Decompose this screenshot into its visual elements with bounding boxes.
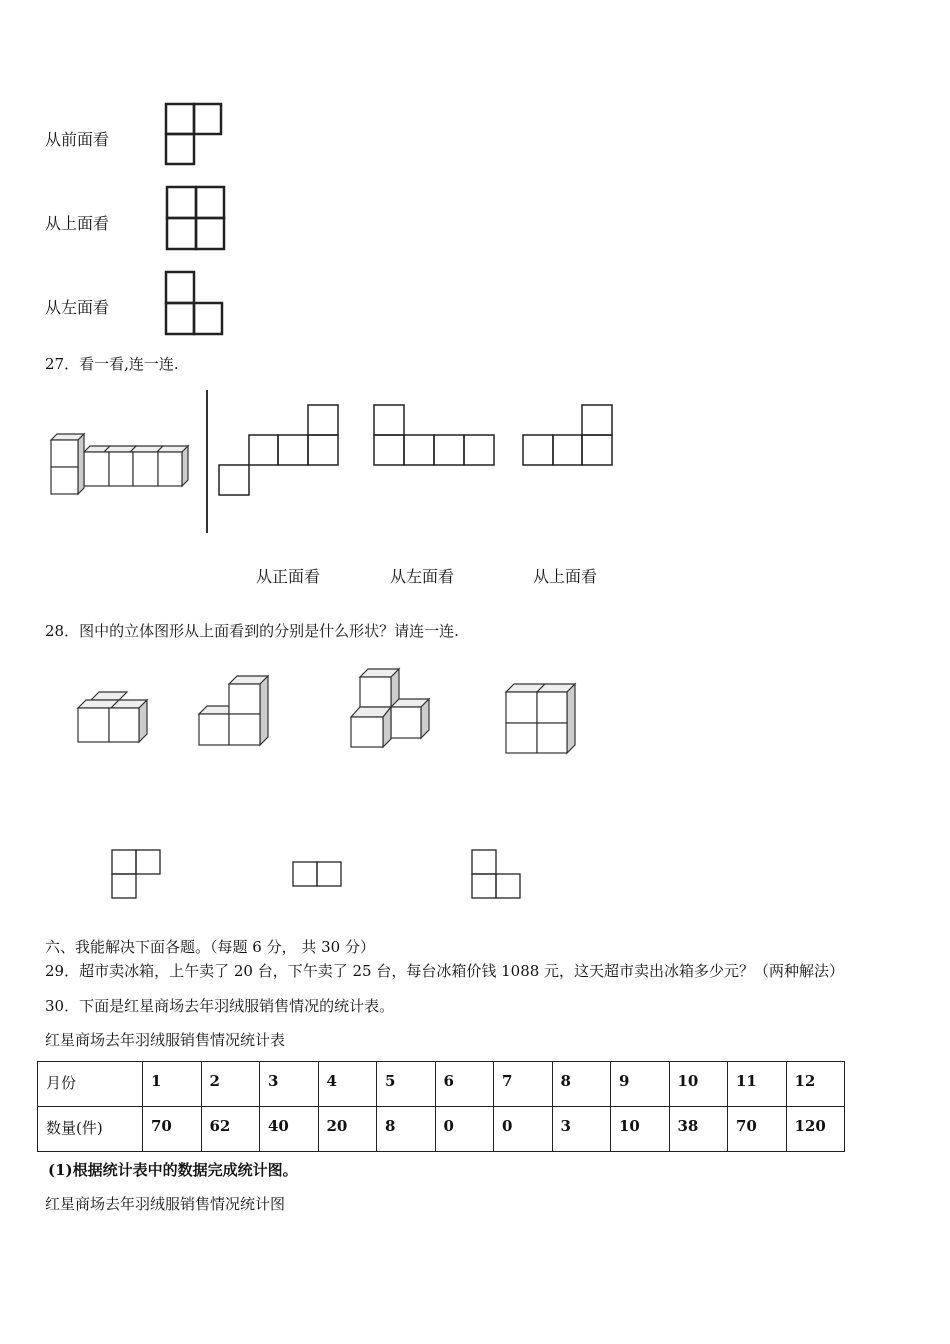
q28-solid-3[interactable] [349,667,433,751]
section6-title: 六、我能解决下面各题。（每题 6 分， 共 30 分） [45,938,375,956]
table-row-months [38,1062,845,1107]
table-cell: 2 [201,1062,260,1107]
table-cell: 120 [786,1107,845,1152]
table-row-quantity [38,1107,845,1152]
table-cell: 70 [728,1107,787,1152]
q28-title: 28．图中的立体图形从上面看到的分别是什么形状？请连一连. [45,622,459,640]
q27-label-top[interactable]: 从上面看 [533,567,598,586]
table-cell: 12 [786,1062,845,1107]
table-cell: 9 [611,1062,670,1107]
table-cell: 10 [611,1107,670,1152]
table-cell: 5 [377,1062,436,1107]
table-cell: 70 [143,1107,202,1152]
q30-sub1: (1)根据统计表中的数据完成统计图。 [48,1161,298,1179]
q30-table-title: 红星商场去年羽绒服销售情况统计表 [45,1031,286,1049]
table-cell: 62 [201,1107,260,1152]
table-cell: 40 [260,1107,319,1152]
table-cell: 0 [435,1107,494,1152]
q27-title: 27．看一看,连一连. [45,355,179,373]
table-cell: 8 [552,1062,611,1107]
q30-chart-title: 红星商场去年羽绒服销售情况统计图 [45,1195,286,1213]
left-view-figure [164,270,226,336]
q29-text: 29．超市卖冰箱，上午卖了 20 台，下午卖了 25 台，每台冰箱价钱 1088 元，这天超市卖出冰箱多少元？（两种解法） [45,962,845,980]
table-header-quantity: 数量(件) [38,1107,143,1152]
q28-top-view-b[interactable] [292,861,344,887]
q27-option-a-figure[interactable] [218,404,340,496]
q28-solid-4[interactable] [505,682,579,756]
table-cell: 6 [435,1062,494,1107]
q27-solid-figure [48,432,188,502]
front-view-figure [164,102,224,166]
q27-label-front[interactable]: 从正面看 [256,567,321,586]
table-cell: 3 [260,1062,319,1107]
top-view-label: 从上面看 [45,214,110,233]
sales-stat-table [37,1061,845,1152]
table-cell: 10 [669,1062,728,1107]
front-view-label: 从前面看 [45,130,110,149]
q30-text: 30．下面是红星商场去年羽绒服销售情况的统计表。 [45,997,395,1015]
q27-option-b-figure[interactable] [373,404,497,466]
q27-label-left[interactable]: 从左面看 [390,567,455,586]
table-cell: 1 [143,1062,202,1107]
top-view-figure [165,185,227,251]
table-cell: 11 [728,1062,787,1107]
q28-solid-2[interactable] [198,674,272,748]
q28-top-view-c[interactable] [471,849,523,899]
table-cell: 38 [669,1107,728,1152]
q27-option-c-figure[interactable] [522,404,616,466]
table-header-month: 月份 [38,1062,143,1107]
left-view-label: 从左面看 [45,298,110,317]
table-cell: 3 [552,1107,611,1152]
table-cell: 8 [377,1107,436,1152]
q28-top-view-a[interactable] [111,849,163,899]
table-cell: 0 [494,1107,553,1152]
table-cell: 4 [318,1062,377,1107]
table-cell: 7 [494,1062,553,1107]
q27-divider-line [205,390,209,535]
table-cell: 20 [318,1107,377,1152]
q28-solid-1[interactable] [77,690,151,744]
